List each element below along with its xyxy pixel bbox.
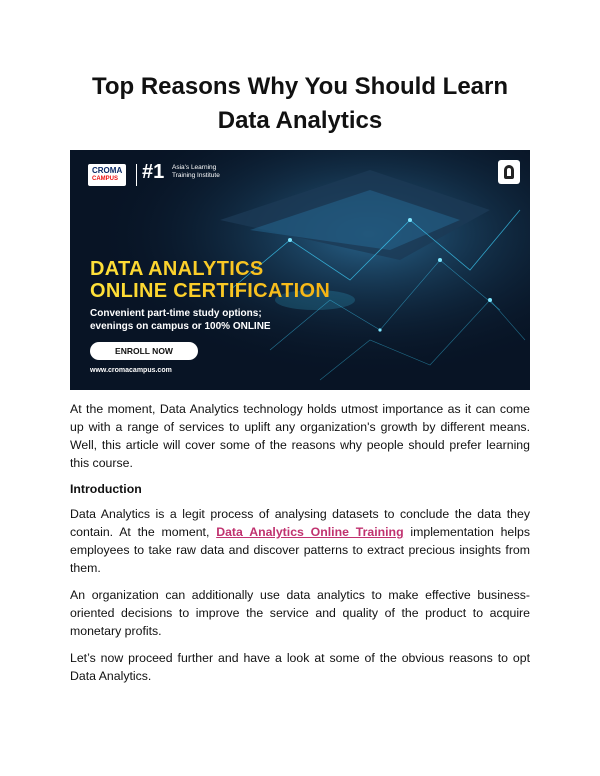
logo-subtext: CAMPUS: [92, 176, 119, 182]
definition-text-start: Data Analytics is a legit process of analysing datasets to conclude the data they contain. At the moment,: [70, 507, 530, 539]
title-line-2: Data Analytics: [217, 107, 383, 134]
definition-text-end: implementation helps employees to take raw data and discover patterns to extract precious insights from them.: [70, 525, 530, 575]
banner-heading-line-1: DATA ANALYTICS: [90, 258, 264, 280]
definition-paragraph: [70, 505, 530, 577]
banner-subtitle-line-2: evenings on campus or 100% ONLINE: [90, 321, 271, 332]
croma-campus-logo: [88, 164, 126, 186]
intro-paragraph: At the moment, Data Analytics technology holds utmost importance as it can come up with a range of services to uplift any organization's growth by different means. Well, this article will cover some of the reasons why people should prefer learning this course.: [70, 402, 530, 470]
page-title: [40, 70, 560, 138]
closing-paragraph: Let’s now proceed further and have a look at some of the obvious reasons to opt Data Analytics.: [70, 651, 530, 683]
training-link[interactable]: Data Analytics Online Training: [216, 525, 404, 539]
banner-heading-line-2: ONLINE CERTIFICATION: [90, 280, 331, 302]
promo-banner[interactable]: [70, 150, 530, 390]
logo-text: CROMA: [92, 166, 123, 175]
rank-caption: Asia's Learning Training Institute: [172, 164, 220, 179]
banner-subtitle: [90, 307, 350, 333]
banner-url: www.cromacampus.com: [90, 367, 172, 374]
section-heading: Introduction: [70, 482, 142, 496]
banner-heading: [90, 258, 330, 302]
rank-badge: #1: [142, 161, 165, 183]
business-paragraph: An organization can additionally use data analytics to make effective business-oriented decisions to improve the service and quality of the product to acquire monetary profits.: [70, 588, 530, 638]
enroll-now-button[interactable]: ENROLL NOW: [90, 342, 198, 360]
logo-divider: [136, 164, 137, 186]
brand-corner-icon: [498, 160, 520, 184]
title-line-1: Top Reasons Why You Should Learn: [91, 73, 509, 100]
banner-subtitle-line-1: Convenient part-time study options;: [90, 308, 262, 319]
